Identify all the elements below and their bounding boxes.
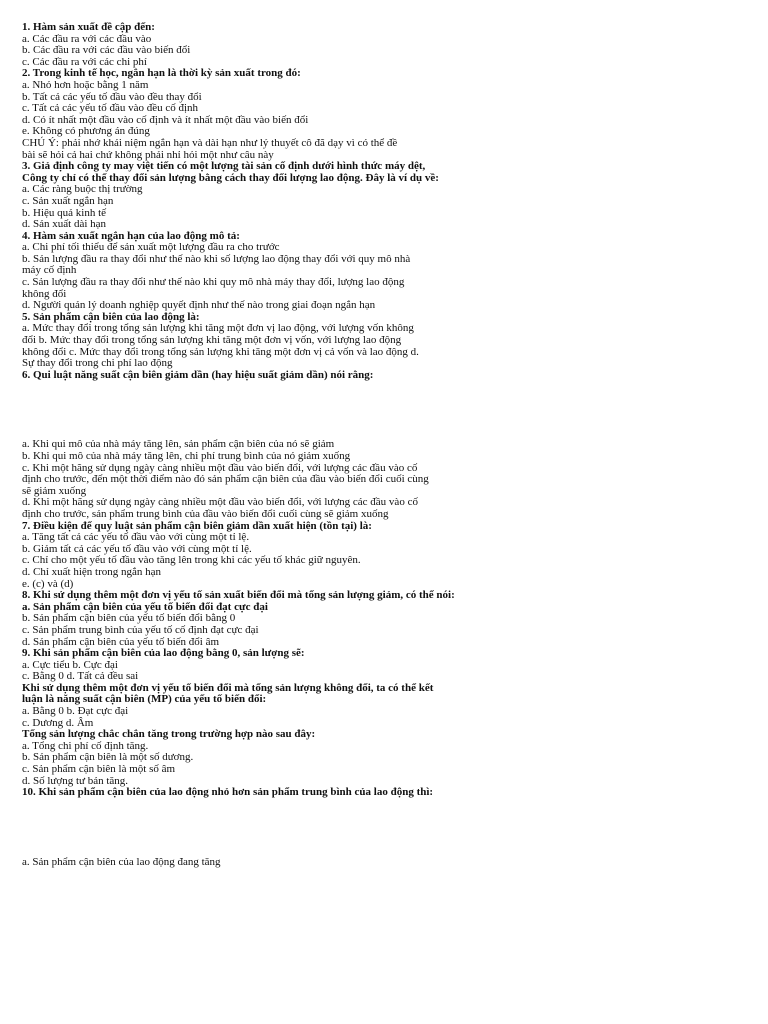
answer-option: a. Bằng 0 b. Đạt cực đại <box>22 705 129 718</box>
question-3-continued: Công ty chỉ có thể thay đổi sản lượng bằng cách thay đổi lượng lao động. Đây là ví dụ về: <box>22 171 439 184</box>
answer-option: b. Tất cả các yếu tố đầu vào đều thay đổi <box>22 90 202 103</box>
answer-option: d. Khi một hãng sử dụng ngày càng nhiều một đầu vào biến đổi, với lượng các đầu vào cố <box>22 496 418 509</box>
answer-option: b. Sản lượng đầu ra thay đổi như thế nào khi số lượng lao động thay đổi với quy mô nhà <box>22 252 411 265</box>
answer-option: c. Sản phẩm cận biên là một số âm <box>22 763 176 776</box>
answer-option: a. Sản phẩm cận biên của lao động đang tăng <box>22 855 221 868</box>
answer-option: c. Các đầu ra với các chi phí <box>22 55 147 68</box>
answer-option: b. Sản phẩm cận biên là một số dương. <box>22 751 194 764</box>
answer-option-continued: không đổi <box>22 287 67 300</box>
answer-option-continued: máy cố định <box>22 264 77 277</box>
question-4: 4. Hàm sản xuất ngắn hạn của lao động mô tả: <box>22 229 240 242</box>
answer-option: c. Dương d. Âm <box>22 716 94 729</box>
answer-option: c. Sản phẩm trung bình của yếu tố cố định đạt cực đại <box>22 623 259 636</box>
answer-option: b. Sản phẩm cận biên của yếu tố biến đổi bằng 0 <box>22 612 236 625</box>
answer-option: e. (c) và (d) <box>22 577 74 590</box>
answer-option: a. Chi phí tối thiểu để sản xuất một lượng đầu ra cho trước <box>22 241 280 254</box>
question-6: 6. Qui luật năng suất cận biên giảm dần (hay hiệu suất giảm dần) nói rằng: <box>22 368 374 381</box>
answer-option: a. Tăng tất cả các yếu tố đầu vào với cùng một tỉ lệ. <box>22 531 250 544</box>
answer-option: b. Hiệu quả kinh tế <box>22 206 107 219</box>
answer-option: d. Chỉ xuất hiện trong ngắn hạn <box>22 565 162 578</box>
answer-option-bold: a. Sản phẩm cận biên của yếu tố biến đổi đạt cực đại <box>22 600 268 613</box>
answer-option: a. Tổng chi phí cố định tăng. <box>22 739 149 752</box>
question-8: 8. Khi sử dụng thêm một đơn vị yếu tố sản xuất biến đổi mà tổng sản lượng giảm, có thể nói: <box>22 589 455 602</box>
question-3: 3. Giả định công ty may việt tiến có một lượng tài sản cố định dưới hình thức máy dệt, <box>22 160 426 173</box>
answer-option-continued: định cho trước, đến một thời điểm nào đó sản phẩm cận biên của đầu vào biến đổi cuối cùng <box>22 473 429 486</box>
question-7: 7. Điều kiện để quy luật sản phẩm cận biên giảm dần xuất hiện (tồn tại) là: <box>22 519 372 532</box>
answer-option: b. Các đầu ra với các đầu vào biến đổi <box>22 44 191 57</box>
answer-option: b. Giảm tất cả các yếu tố đầu vào với cùng một tỉ lệ. <box>22 542 252 555</box>
answer-option: d. Người quản lý doanh nghiệp quyết định như thế nào trong giai đoạn ngắn hạn <box>22 299 376 312</box>
question-1: 1. Hàm sản xuất đề cập đến: <box>22 21 155 33</box>
answer-option: a. Khi qui mô của nhà máy tăng lên, sản phẩm cận biên của nó sẽ giảm <box>22 438 335 451</box>
question-unnumbered: Tổng sản lượng chắc chắn tăng trong trường hợp nào sau đây: <box>22 728 316 741</box>
question-unnumbered-continued: luận là năng suất cận biên (MP) của yếu tố biến đổi: <box>22 693 267 706</box>
answer-option: c. Khi một hãng sử dụng ngày càng nhiều một đầu vào biến đổi, với lượng các đầu vào cố <box>22 461 418 474</box>
answer-option: c. Chỉ cho một yếu tố đầu vào tăng lên trong khi các yếu tố khác giữ nguyên. <box>22 554 361 567</box>
answer-option: c. Tất cả các yếu tố đầu vào đều cố định <box>22 102 199 115</box>
answer-option: d. Số lượng tư bản tăng. <box>22 774 129 787</box>
answer-option: a. Nhỏ hơn hoặc bằng 1 năm <box>22 78 149 91</box>
answer-option: c. Sản lượng đầu ra thay đổi như thế nào khi quy mô nhà máy thay đổi, lượng lao động <box>22 276 405 289</box>
question-9: 9. Khi sản phẩm cận biên của lao động bằng 0, sản lượng sẽ: <box>22 647 305 660</box>
answer-option: Sự thay đổi trong chi phí lao động <box>22 357 173 370</box>
answer-option: c. Sản xuất ngắn hạn <box>22 194 114 207</box>
blank-space <box>22 381 752 439</box>
answer-option: d. Sản xuất dài hạn <box>22 218 107 231</box>
question-unnumbered: Khi sử dụng thêm một đơn vị yếu tố biến đổi mà tổng sản lượng không đổi, ta có thể kết <box>22 681 434 694</box>
answer-option: a. Cực tiểu b. Cực đại <box>22 658 118 671</box>
answer-option-continued: định cho trước, sản phẩm trung bình của đầu vào biến đổi cuối cùng sẽ giảm xuống <box>22 507 389 520</box>
answer-option: d. Sản phẩm cận biên của yếu tố biến đổi âm <box>22 635 220 648</box>
question-2: 2. Trong kinh tế học, ngắn hạn là thời kỳ sản xuất trong đó: <box>22 67 301 80</box>
answer-option: b. Khi qui mô của nhà máy tăng lên, chi phí trung bình của nó giảm xuống <box>22 450 351 462</box>
answer-option: d. Có ít nhất một đầu vào cố định và ít nhất một đầu vào biến đổi <box>22 113 309 126</box>
note-text: CHÚ Ý: phải nhớ khái niệm ngắn hạn và dài hạn như lý thuyết cô đã dạy vì có thể đề <box>22 136 398 149</box>
answer-option: a. Các đầu ra với các đầu vào <box>22 32 152 45</box>
answer-option: e. Không có phương án đúng <box>22 125 150 138</box>
answer-option: a. Mức thay đổi trong tổng sản lượng khi tăng một đơn vị lao động, với lượng vốn không <box>22 322 414 335</box>
blank-space <box>22 799 752 857</box>
answer-option: a. Các ràng buộc thị trường <box>22 183 143 196</box>
answer-option: đổi b. Mức thay đổi trong tổng sản lượng khi tăng một đơn vị vốn, với lượng lao động <box>22 334 402 347</box>
note-text: bài sẽ hỏi cả hai chứ không phải nhỉ hỏi một như câu này <box>22 148 274 161</box>
answer-option: c. Bằng 0 d. Tất cả đều sai <box>22 670 139 683</box>
question-5: 5. Sản phẩm cận biên của lao động là: <box>22 310 200 323</box>
question-10: 10. Khi sản phẩm cận biên của lao động nhỏ hơn sản phẩm trung bình của lao động thì: <box>22 786 434 799</box>
answer-option-continued: sẽ giảm xuống <box>22 484 87 497</box>
answer-option: không đổi c. Mức thay đổi trong tổng sản lượng khi tăng một đơn vị cả vốn và lao động d. <box>22 345 419 358</box>
